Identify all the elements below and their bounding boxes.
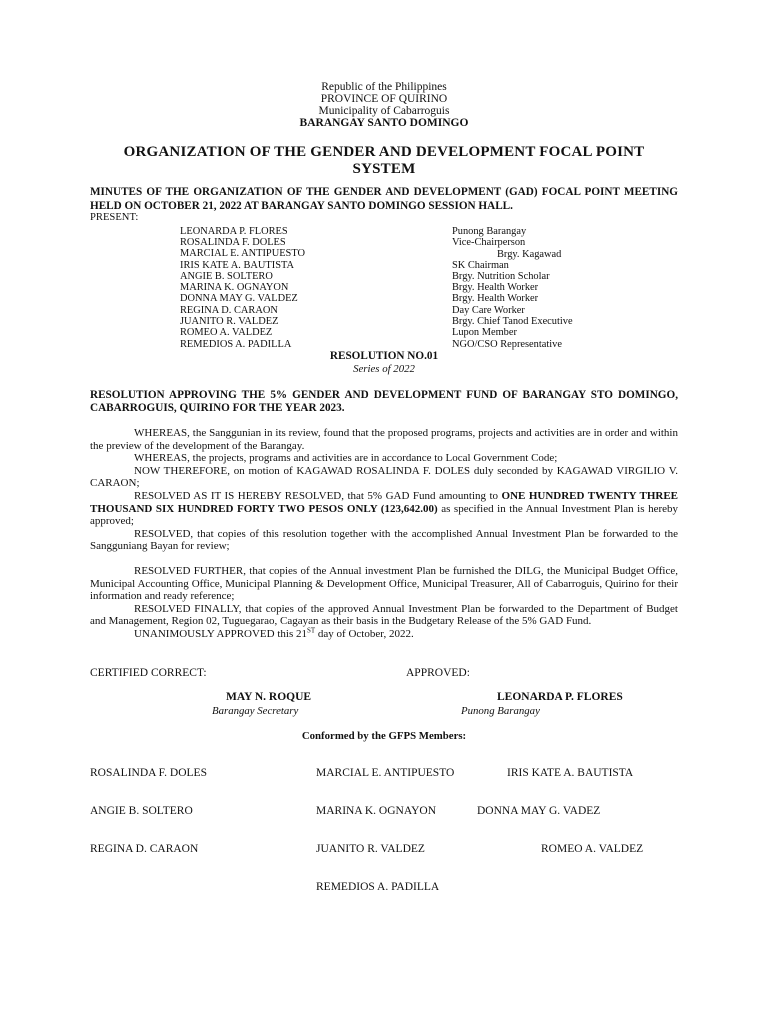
present-role: Day Care Worker	[452, 305, 525, 316]
present-role: NGO/CSO Representative	[452, 339, 562, 350]
resolution-number: RESOLUTION NO.01	[329, 350, 439, 362]
resolution-body	[90, 427, 678, 641]
minutes-heading: MINUTES OF THE ORGANIZATION OF THE GENDER AND DEVELOPMENT (GAD) FOCAL POINT MEETING HELD ON OCTOBER 21, 2022 AT BARANGAY SANTO DOMINGO SESSION HALL.	[90, 186, 678, 212]
present-name: LEONARDA P. FLORES	[180, 226, 288, 237]
present-role: SK Chairman	[452, 260, 509, 271]
approver-title: Punong Barangay	[461, 705, 540, 717]
present-name: MARINA K. OGNAYON	[180, 282, 289, 293]
member-name: REGINA D. CARAON	[90, 843, 199, 855]
resolved-paragraph-amount	[90, 490, 678, 528]
province-line: PROVINCE OF QUIRINO	[320, 93, 448, 105]
present-name: REMEDIOS A. PADILLA	[180, 339, 292, 350]
present-name: JUANITO R. VALDEZ	[180, 316, 279, 327]
present-role: Brgy. Nutrition Scholar	[452, 271, 550, 282]
resolution-title: RESOLUTION APPROVING THE 5% GENDER AND DEVELOPMENT FUND OF BARANGAY STO DOMINGO, CABARROGUIS, QUIRINO FOR THE YEAR 2023.	[90, 389, 678, 414]
resolved-paragraph-copies: RESOLVED, that copies of this resolution together with the accomplished Annual Investment Plan be forwarded to the Sangguniang Bayan for review;	[90, 527, 678, 553]
resolved-further-paragraph: RESOLVED FURTHER, that copies of the Annual investment Plan be furnished the DILG, the Municipal Budget Office, Municipal Accounting Office, Municipal Planning & Development Office, Municipal Treasurer, All of Cabarroguis, Quirino for their information and ready reference;	[90, 564, 678, 603]
present-role: Punong Barangay	[452, 226, 527, 237]
present-name: IRIS KATE A. BAUTISTA	[180, 260, 295, 271]
barangay-line: BARANGAY SANTO DOMINGO	[299, 117, 469, 129]
ordinal-suffix: ST	[306, 626, 316, 635]
member-name: IRIS KATE A. BAUTISTA	[507, 767, 634, 779]
present-name: MARCIAL E. ANTIPUESTO	[180, 248, 305, 259]
secretary-title: Barangay Secretary	[212, 705, 299, 717]
member-name: DONNA MAY G. VADEZ	[477, 805, 601, 817]
resolution-series: Series of 2022	[353, 363, 415, 375]
resolved-text-a: RESOLVED AS IT IS HEREBY RESOLVED, that 5% GAD Fund amounting to	[134, 489, 502, 502]
present-name: ROMEO A. VALDEZ	[180, 327, 273, 338]
approver-name: LEONARDA P. FLORES	[497, 691, 623, 703]
present-role: Brgy. Health Worker	[452, 282, 539, 293]
unanimously-approved-paragraph	[90, 628, 678, 641]
secretary-name: MAY N. ROQUE	[226, 691, 312, 703]
present-role: Brgy. Chief Tanod Executive	[452, 316, 573, 327]
member-name: ROSALINDA F. DOLES	[90, 767, 207, 779]
paragraph-spacer	[90, 553, 678, 565]
republic-line: Republic of the Philippines	[321, 81, 447, 93]
municipality-line: Municipality of Cabarroguis	[318, 105, 450, 117]
present-role: Vice-Chairperson	[452, 237, 526, 248]
member-name: JUANITO R. VALDEZ	[316, 843, 425, 855]
present-role: Lupon Member	[452, 327, 517, 338]
member-name: REMEDIOS A. PADILLA	[316, 881, 440, 893]
now-therefore-paragraph: NOW THEREFORE, on motion of KAGAWAD ROSALINDA F. DOLES duly seconded by KAGAWAD VIRGILIO V. CARAON;	[90, 464, 678, 490]
present-label: PRESENT:	[90, 212, 139, 223]
present-role: Brgy. Health Worker	[452, 293, 539, 304]
member-name: MARINA K. OGNAYON	[316, 805, 437, 817]
present-name: ANGIE B. SOLTERO	[180, 271, 273, 282]
resolved-text-c: as specified in the Annual Investment Plan is hereby approved;	[90, 502, 678, 528]
approved-text-a: UNANIMOUSLY APPROVED this 21	[134, 627, 307, 640]
present-role: Brgy. Kagawad	[497, 249, 562, 260]
approved-label: APPROVED:	[406, 667, 470, 679]
member-name: MARCIAL E. ANTIPUESTO	[316, 767, 455, 779]
approved-text-b: day of October, 2022.	[315, 627, 414, 640]
present-name: DONNA MAY G. VALDEZ	[180, 293, 298, 304]
present-name: ROSALINDA F. DOLES	[180, 237, 286, 248]
whereas-paragraph-1: WHEREAS, the Sanggunian in its review, found that the proposed programs, projects and activities are in order and within the preview of the development of the Barangay.	[90, 427, 678, 452]
member-name: ROMEO A. VALDEZ	[541, 843, 644, 855]
whereas-paragraph-2: WHEREAS, the projects, programs and activities are in accordance to Local Government Code;	[134, 452, 558, 465]
gad-fund-amount: ONE HUNDRED TWENTY THREE THOUSAND SIX HUNDRED FORTY TWO PESOS ONLY (123,642.00)	[90, 489, 679, 515]
document-title-line2: SYSTEM	[352, 161, 416, 177]
certified-correct-label: CERTIFIED CORRECT:	[90, 667, 207, 679]
document-title-line1: ORGANIZATION OF THE GENDER AND DEVELOPMENT FOCAL POINT	[123, 144, 645, 160]
member-name: ANGIE B. SOLTERO	[90, 805, 193, 817]
present-name: REGINA D. CARAON	[180, 305, 278, 316]
resolved-finally-paragraph: RESOLVED FINALLY, that copies of the approved Annual Investment Plan be forwarded to the Department of Budget and Management, Region 02, Tuguegarao, Cagayan as their basis in the Budgetary Release of the 5% GAD Fund.	[90, 602, 678, 628]
conformed-label: Conformed by the GFPS Members:	[301, 730, 467, 742]
